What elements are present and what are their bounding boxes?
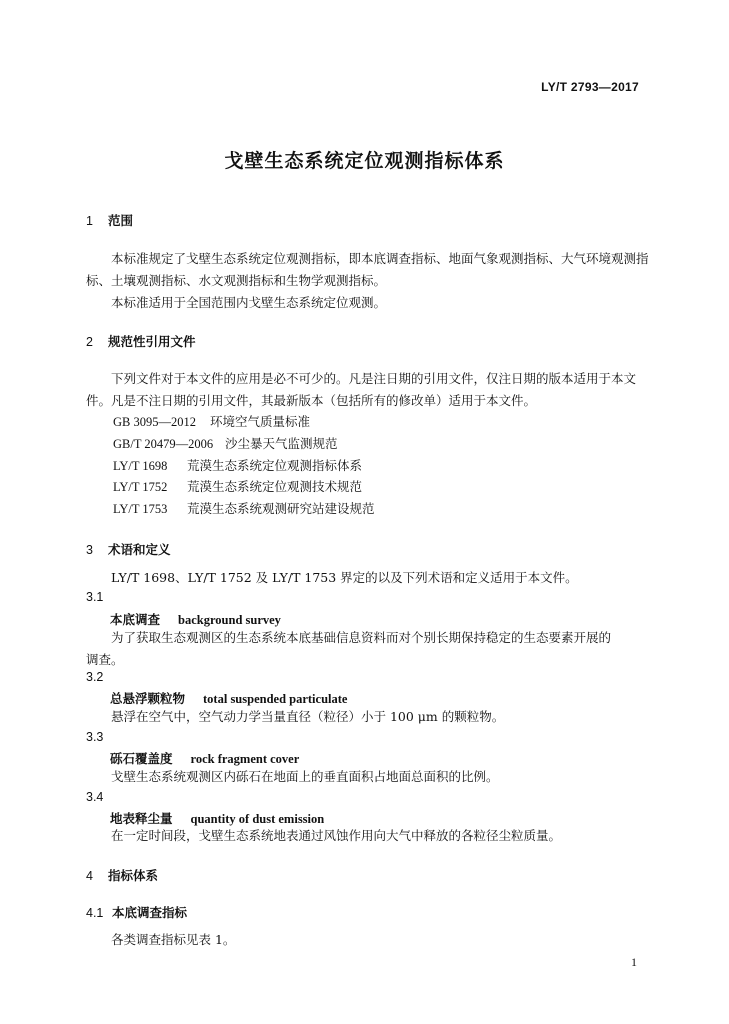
term-en: background survey — [178, 613, 281, 627]
term-definition — [86, 627, 656, 671]
term-definition — [86, 766, 656, 788]
section-title: 术语和定义 — [108, 542, 171, 557]
standard-code: LY/T 2793—2017 — [541, 80, 639, 94]
reference-item — [113, 412, 310, 430]
section-number: 3 — [86, 543, 93, 557]
clause-number: 3.4 — [86, 790, 104, 804]
term-heading — [110, 689, 347, 707]
section-4-heading — [86, 866, 158, 884]
paragraph-line: 标、土壤观测指标、水文观测指标和生物学观测指标。 — [86, 273, 387, 288]
reference-title: 荒漠生态系统定位观测技术规范 — [187, 479, 363, 494]
term-en: quantity of dust emission — [190, 812, 325, 826]
reference-item — [113, 477, 362, 495]
reference-code: GB/T 20479—2006 — [113, 437, 214, 451]
definition-line: 悬浮在空气中，空气动力学当量直径（粒径）小于 100 μm 的颗粒物。 — [111, 709, 505, 724]
subsection-4-1-heading — [86, 903, 187, 921]
section-number: 4 — [86, 869, 93, 883]
definition-line: 戈壁生态系统观测区内砾石在地面上的垂直面积占地面总面积的比例。 — [111, 769, 499, 784]
terms-intro — [86, 567, 658, 589]
section-title: 范围 — [108, 213, 134, 228]
paragraph-line: 本标准适用于全国范围内戈壁生态系统定位观测。 — [111, 295, 387, 310]
clause-number: 3.1 — [86, 590, 104, 604]
reference-code: GB 3095—2012 — [113, 415, 196, 429]
paragraph-line: 各类调查指标见表 1。 — [111, 932, 236, 947]
reference-code: LY/T 1752 — [113, 480, 168, 494]
page-number: 1 — [631, 955, 637, 969]
clause-number: 3.3 — [86, 730, 104, 744]
reference-title: 荒漠生态系统定位观测指标体系 — [187, 458, 363, 473]
paragraph-line: LY/T 1698、LY/T 1752 及 LY/T 1753 界定的以及下列术语和定义适用于本文件。 — [111, 570, 578, 585]
subsection-number: 4.1 — [86, 906, 104, 920]
reference-item — [113, 434, 338, 452]
paragraph-line: 下列文件对于本文件的应用是必不可少的。凡是注日期的引用文件，仅注日期的版本适用于本文 — [111, 371, 637, 386]
term-definition — [86, 825, 656, 847]
scope-paragraph — [86, 248, 658, 314]
paragraph-line: 件。凡是不注日期的引用文件，其最新版本（包括所有的修改单）适用于本文件。 — [86, 393, 537, 408]
definition-line: 调查。 — [86, 652, 124, 667]
section-3-heading — [86, 540, 171, 558]
definition-line: 为了获取生态观测区的生态系统本底基础信息资料而对个别长期保持稳定的生态要素开展的 — [111, 630, 612, 645]
term-zh: 本底调查 — [110, 612, 161, 627]
reference-item — [113, 456, 362, 474]
term-zh: 地表释尘量 — [110, 811, 173, 826]
section-number: 2 — [86, 335, 93, 349]
document-title: 戈壁生态系统定位观测指标体系 — [224, 150, 505, 172]
term-en: total suspended particulate — [203, 692, 348, 706]
term-definition — [86, 706, 656, 728]
section-number: 1 — [86, 214, 93, 228]
term-heading — [110, 749, 299, 767]
paragraph-line: 本标准规定了戈壁生态系统定位观测指标，即本底调查指标、地面气象观测指标、大气环境观测指 — [111, 251, 649, 266]
section-2-heading — [86, 332, 196, 350]
normative-intro — [86, 368, 658, 412]
subsection-title: 本底调查指标 — [112, 905, 188, 920]
term-zh: 砾石覆盖度 — [110, 751, 173, 766]
reference-title: 沙尘暴天气监测规范 — [225, 436, 338, 451]
section-title: 规范性引用文件 — [108, 334, 196, 349]
section-title: 指标体系 — [108, 868, 159, 883]
term-zh: 总悬浮颗粒物 — [110, 691, 186, 706]
reference-title: 荒漠生态系统观测研究站建设规范 — [187, 501, 375, 516]
reference-title: 环境空气质量标准 — [210, 414, 311, 429]
section-1-heading — [86, 211, 133, 229]
term-heading — [110, 610, 281, 628]
reference-code: LY/T 1698 — [113, 459, 168, 473]
subsection-text — [86, 929, 658, 951]
clause-number: 3.2 — [86, 670, 104, 684]
definition-line: 在一定时间段，戈壁生态系统地表通过风蚀作用向大气中释放的各粒径尘粒质量。 — [111, 828, 562, 843]
reference-code: LY/T 1753 — [113, 502, 168, 516]
reference-item — [113, 499, 375, 517]
term-en: rock fragment cover — [190, 752, 300, 766]
